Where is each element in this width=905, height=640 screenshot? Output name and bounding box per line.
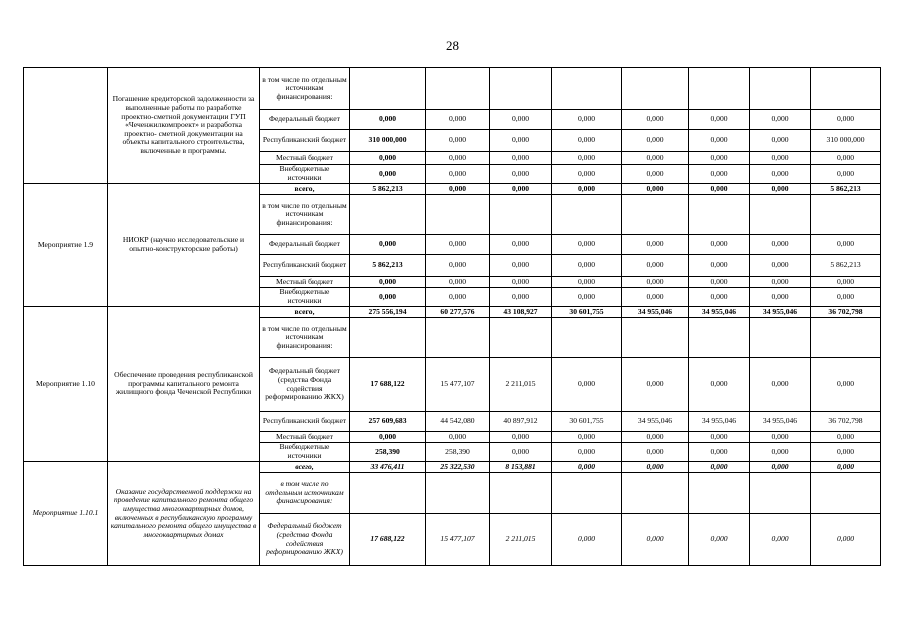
period-amount-cell: [689, 318, 750, 358]
total-amount-cell: [350, 473, 426, 514]
period-amount-cell: 0,000: [811, 235, 881, 255]
page-number: 28: [446, 38, 459, 53]
period-amount-cell: 0,000: [552, 165, 622, 184]
total-amount-cell: 33 476,411: [350, 462, 426, 473]
period-amount-cell: 0,000: [750, 443, 811, 462]
total-amount-cell: 0,000: [350, 165, 426, 184]
period-amount-cell: 0,000: [750, 152, 811, 165]
funding-source-cell: Местный бюджет: [260, 277, 350, 288]
period-amount-cell: 0,000: [750, 432, 811, 443]
total-amount-cell: 257 609,683: [350, 412, 426, 432]
period-amount-cell: 0,000: [490, 432, 552, 443]
funding-table: [23, 67, 881, 566]
funding-source-cell: Местный бюджет: [260, 152, 350, 165]
period-amount-cell: 34 955,046: [689, 307, 750, 318]
funding-source-cell: всего,: [260, 307, 350, 318]
period-amount-cell: [622, 195, 689, 235]
period-amount-cell: 5 862,213: [811, 255, 881, 277]
total-amount-cell: 17 688,122: [350, 358, 426, 412]
funding-source-cell: всего,: [260, 462, 350, 473]
funding-source-cell: Местный бюджет: [260, 432, 350, 443]
period-amount-cell: 0,000: [552, 462, 622, 473]
funding-source-cell: Федеральный бюджет (средства Фонда содействия реформированию ЖКХ): [260, 358, 350, 412]
period-amount-cell: 0,000: [426, 255, 490, 277]
total-amount-cell: 0,000: [350, 152, 426, 165]
period-amount-cell: 0,000: [552, 152, 622, 165]
period-amount-cell: 0,000: [490, 443, 552, 462]
event-name-cell: Оказание государственной поддержки на проведение капитального ремонта общего имущества многоквартирных домов, включенных в республиканскую программу капитального ремонта общего имущества в многоквартирных домах: [108, 462, 260, 566]
period-amount-cell: 34 955,046: [750, 307, 811, 318]
period-amount-cell: 36 702,798: [811, 412, 881, 432]
period-amount-cell: 0,000: [689, 443, 750, 462]
funding-source-cell: Республиканский бюджет: [260, 130, 350, 152]
period-amount-cell: 0,000: [811, 443, 881, 462]
period-amount-cell: 0,000: [426, 152, 490, 165]
table-row: [24, 68, 881, 110]
period-amount-cell: [552, 318, 622, 358]
period-amount-cell: 0,000: [689, 462, 750, 473]
period-amount-cell: 0,000: [552, 358, 622, 412]
period-amount-cell: 0,000: [689, 432, 750, 443]
period-amount-cell: 30 601,755: [552, 307, 622, 318]
period-amount-cell: 0,000: [811, 277, 881, 288]
period-amount-cell: 0,000: [689, 152, 750, 165]
period-amount-cell: 0,000: [622, 130, 689, 152]
period-amount-cell: 8 153,881: [490, 462, 552, 473]
total-amount-cell: 275 556,194: [350, 307, 426, 318]
funding-source-cell: в том числе по отдельным источникам финансирования:: [260, 68, 350, 110]
period-amount-cell: 0,000: [552, 443, 622, 462]
period-amount-cell: 0,000: [622, 165, 689, 184]
period-amount-cell: 30 601,755: [552, 412, 622, 432]
total-amount-cell: 310 000,000: [350, 130, 426, 152]
event-name-cell: Обеспечение проведения республиканской программы капитального ремонта жилищного фонда Чеченской Республики: [108, 307, 260, 462]
event-name-cell: Погашение кредиторской задолженности за выполненные работы по разработке проектно-сметной документации ГУП «Чеченжилкомпроект» и разработка проектно- сметной документации на объекты капитального строительства, включенные в программы.: [108, 68, 260, 184]
period-amount-cell: 0,000: [552, 288, 622, 307]
period-amount-cell: 0,000: [552, 184, 622, 195]
period-amount-cell: 0,000: [490, 165, 552, 184]
period-amount-cell: [622, 68, 689, 110]
total-amount-cell: [350, 318, 426, 358]
event-number-cell: Мероприятие 1.10.1: [24, 462, 108, 566]
period-amount-cell: 0,000: [426, 288, 490, 307]
period-amount-cell: 0,000: [750, 235, 811, 255]
period-amount-cell: [689, 68, 750, 110]
period-amount-cell: 0,000: [490, 288, 552, 307]
total-amount-cell: 0,000: [350, 432, 426, 443]
period-amount-cell: 0,000: [490, 255, 552, 277]
period-amount-cell: [622, 318, 689, 358]
total-amount-cell: [350, 195, 426, 235]
period-amount-cell: [622, 473, 689, 514]
period-amount-cell: 0,000: [811, 288, 881, 307]
period-amount-cell: 43 108,927: [490, 307, 552, 318]
period-amount-cell: 0,000: [811, 110, 881, 130]
total-amount-cell: 0,000: [350, 110, 426, 130]
period-amount-cell: 40 897,912: [490, 412, 552, 432]
period-amount-cell: 0,000: [426, 277, 490, 288]
funding-source-cell: Внебюджетные источники: [260, 165, 350, 184]
total-amount-cell: 5 862,213: [350, 255, 426, 277]
period-amount-cell: 0,000: [750, 462, 811, 473]
period-amount-cell: 0,000: [622, 432, 689, 443]
period-amount-cell: 0,000: [750, 358, 811, 412]
period-amount-cell: 0,000: [622, 514, 689, 566]
total-amount-cell: 5 862,213: [350, 184, 426, 195]
period-amount-cell: 0,000: [426, 184, 490, 195]
period-amount-cell: 0,000: [622, 235, 689, 255]
period-amount-cell: 310 000,000: [811, 130, 881, 152]
period-amount-cell: 0,000: [750, 288, 811, 307]
period-amount-cell: 0,000: [426, 432, 490, 443]
funding-source-cell: Республиканский бюджет: [260, 255, 350, 277]
period-amount-cell: 0,000: [689, 235, 750, 255]
period-amount-cell: 0,000: [490, 130, 552, 152]
period-amount-cell: [811, 318, 881, 358]
period-amount-cell: 0,000: [750, 110, 811, 130]
total-amount-cell: [350, 68, 426, 110]
period-amount-cell: 15 477,107: [426, 358, 490, 412]
period-amount-cell: 0,000: [689, 130, 750, 152]
funding-source-cell: Федеральный бюджет: [260, 235, 350, 255]
period-amount-cell: 0,000: [490, 235, 552, 255]
period-amount-cell: [750, 318, 811, 358]
period-amount-cell: 0,000: [552, 255, 622, 277]
period-amount-cell: 0,000: [750, 277, 811, 288]
period-amount-cell: 0,000: [490, 110, 552, 130]
period-amount-cell: 0,000: [622, 110, 689, 130]
period-amount-cell: 0,000: [622, 184, 689, 195]
funding-source-cell: всего,: [260, 184, 350, 195]
period-amount-cell: [490, 195, 552, 235]
period-amount-cell: 0,000: [622, 277, 689, 288]
period-amount-cell: 0,000: [689, 110, 750, 130]
funding-source-cell: в том числе по отдельным источникам финансирования:: [260, 195, 350, 235]
period-amount-cell: [811, 473, 881, 514]
funding-source-cell: Федеральный бюджет (средства Фонда содействия реформированию ЖКХ): [260, 514, 350, 566]
period-amount-cell: 0,000: [811, 432, 881, 443]
period-amount-cell: 0,000: [426, 165, 490, 184]
period-amount-cell: [552, 195, 622, 235]
table-body: [24, 68, 881, 566]
period-amount-cell: [552, 473, 622, 514]
period-amount-cell: 34 955,046: [622, 307, 689, 318]
period-amount-cell: [750, 473, 811, 514]
period-amount-cell: 0,000: [552, 277, 622, 288]
period-amount-cell: 0,000: [811, 165, 881, 184]
total-amount-cell: 0,000: [350, 277, 426, 288]
period-amount-cell: 0,000: [552, 235, 622, 255]
event-number-cell: Мероприятие 1.9: [24, 184, 108, 307]
period-amount-cell: 34 955,046: [750, 412, 811, 432]
period-amount-cell: 0,000: [750, 130, 811, 152]
period-amount-cell: [426, 473, 490, 514]
table-row: [24, 462, 881, 473]
period-amount-cell: [689, 473, 750, 514]
period-amount-cell: 0,000: [622, 288, 689, 307]
period-amount-cell: 25 322,530: [426, 462, 490, 473]
period-amount-cell: 44 542,080: [426, 412, 490, 432]
funding-source-cell: Внебюджетные источники: [260, 288, 350, 307]
total-amount-cell: 17 688,122: [350, 514, 426, 566]
period-amount-cell: 34 955,046: [689, 412, 750, 432]
period-amount-cell: 0,000: [689, 277, 750, 288]
event-name-cell: НИОКР (научно исследовательские и опытно-конструкторские работы): [108, 184, 260, 307]
period-amount-cell: 0,000: [811, 514, 881, 566]
period-amount-cell: [490, 473, 552, 514]
period-amount-cell: 0,000: [689, 288, 750, 307]
period-amount-cell: 0,000: [811, 358, 881, 412]
event-number-cell: [24, 68, 108, 184]
period-amount-cell: [811, 195, 881, 235]
period-amount-cell: 0,000: [622, 152, 689, 165]
period-amount-cell: [552, 68, 622, 110]
period-amount-cell: [426, 318, 490, 358]
period-amount-cell: 0,000: [750, 165, 811, 184]
funding-source-cell: в том числе по отдельным источникам финансирования:: [260, 318, 350, 358]
period-amount-cell: [689, 195, 750, 235]
total-amount-cell: 0,000: [350, 235, 426, 255]
period-amount-cell: 0,000: [490, 152, 552, 165]
period-amount-cell: 34 955,046: [622, 412, 689, 432]
period-amount-cell: 60 277,576: [426, 307, 490, 318]
period-amount-cell: 0,000: [622, 462, 689, 473]
period-amount-cell: 0,000: [811, 462, 881, 473]
period-amount-cell: 258,390: [426, 443, 490, 462]
period-amount-cell: 0,000: [426, 235, 490, 255]
funding-source-cell: Внебюджетные источники: [260, 443, 350, 462]
period-amount-cell: 0,000: [750, 514, 811, 566]
period-amount-cell: 0,000: [622, 443, 689, 462]
period-amount-cell: [811, 68, 881, 110]
table-row: [24, 184, 881, 195]
table-row: [24, 307, 881, 318]
period-amount-cell: 0,000: [552, 514, 622, 566]
funding-source-cell: в том числе по отдельным источникам финансирования:: [260, 473, 350, 514]
period-amount-cell: [490, 68, 552, 110]
period-amount-cell: 0,000: [689, 358, 750, 412]
period-amount-cell: 0,000: [689, 255, 750, 277]
total-amount-cell: 258,390: [350, 443, 426, 462]
funding-source-cell: Республиканский бюджет: [260, 412, 350, 432]
period-amount-cell: 0,000: [426, 110, 490, 130]
period-amount-cell: 0,000: [750, 255, 811, 277]
period-amount-cell: 36 702,798: [811, 307, 881, 318]
funding-source-cell: Федеральный бюджет: [260, 110, 350, 130]
period-amount-cell: 2 211,015: [490, 514, 552, 566]
period-amount-cell: 0,000: [689, 514, 750, 566]
period-amount-cell: 0,000: [750, 184, 811, 195]
period-amount-cell: 0,000: [490, 184, 552, 195]
period-amount-cell: 0,000: [689, 184, 750, 195]
period-amount-cell: 0,000: [689, 165, 750, 184]
period-amount-cell: [426, 195, 490, 235]
period-amount-cell: 0,000: [622, 358, 689, 412]
period-amount-cell: 0,000: [490, 277, 552, 288]
period-amount-cell: 0,000: [426, 130, 490, 152]
period-amount-cell: 0,000: [552, 432, 622, 443]
event-number-cell: Мероприятие 1.10: [24, 307, 108, 462]
period-amount-cell: [490, 318, 552, 358]
period-amount-cell: 0,000: [811, 152, 881, 165]
period-amount-cell: 0,000: [552, 110, 622, 130]
period-amount-cell: 0,000: [552, 130, 622, 152]
period-amount-cell: 0,000: [622, 255, 689, 277]
period-amount-cell: 15 477,107: [426, 514, 490, 566]
period-amount-cell: [426, 68, 490, 110]
period-amount-cell: [750, 195, 811, 235]
total-amount-cell: 0,000: [350, 288, 426, 307]
period-amount-cell: 2 211,015: [490, 358, 552, 412]
period-amount-cell: 5 862,213: [811, 184, 881, 195]
period-amount-cell: [750, 68, 811, 110]
